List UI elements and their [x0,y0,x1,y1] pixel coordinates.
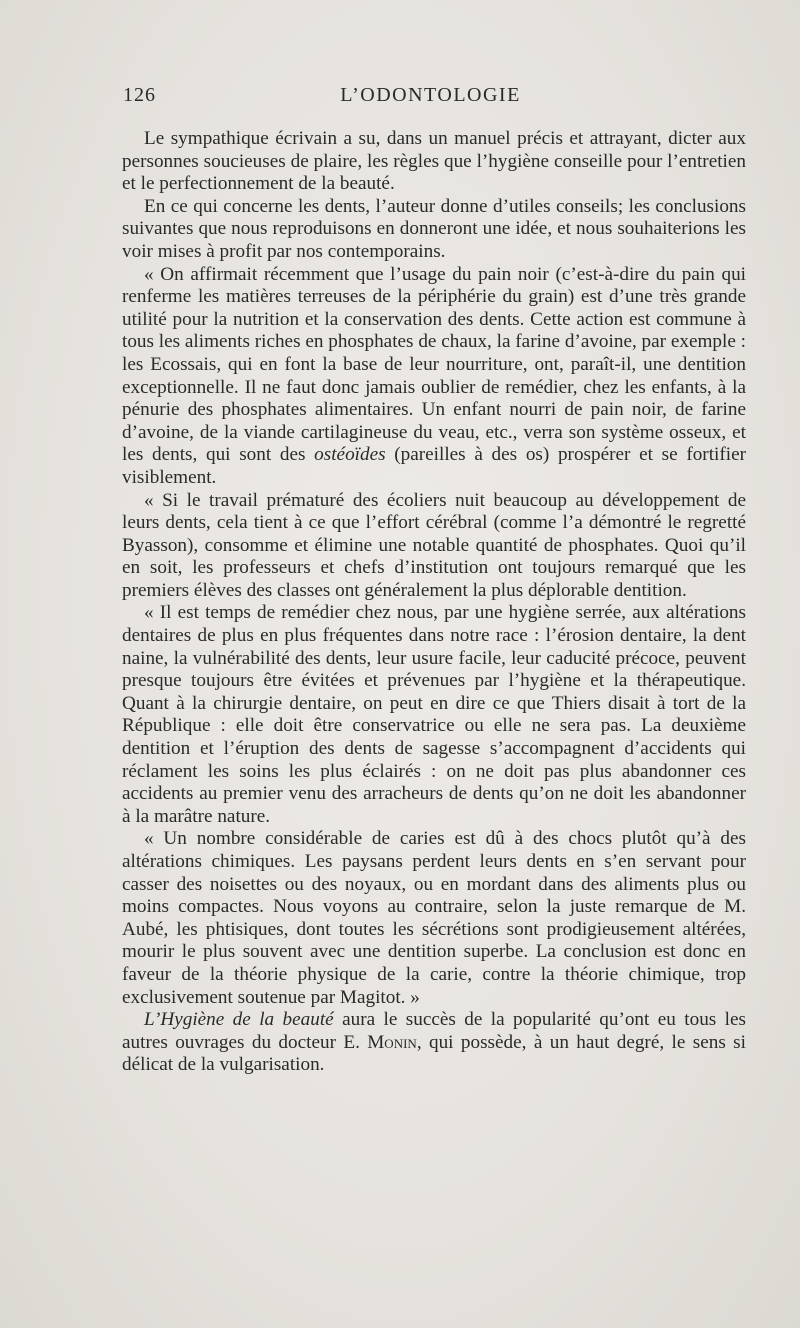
paragraph-3-text-end: (pareilles à des os) prospérer et se fortifier visiblement. [122,444,746,488]
author-name: Monin [367,1031,417,1053]
paragraph-2: En ce qui concerne les dents, l’auteur donne d’utiles conseils; les conclusions suivantes que nous reproduisons en donneront une idée, et nous souhaiterions les voir mises à profit par nos contemporains. [122,195,746,262]
paragraph-4: « Si le travail prématuré des écoliers nuit beaucoup au développement de leurs dents, cela tient à ce que l’effort cérébral (comme l’a démontré le regretté Byasson), consomme et élimine une notable quantité de phosphates. Quoi qu’il en soit, les professeurs et chefs d’institution ont toujours remarqué que les premiers élèves des classes ont généralement la plus déplorable dentition. [122,489,746,601]
paragraph-3 [122,264,746,490]
paragraph-5: « Il est temps de remédier chez nous, par une hygiène serrée, aux altérations dentaires de plus en plus fréquentes dans notre race : l’érosion dentaire, la dent naine, la vulnérabilité des dents, leur usure facile, leur caducité précoce, peuvent presque toujours être évitées et prévenues par l’hygiène et la thérapeutique. Quant à la chirurgie dentaire, on peut en dire ce que Thiers disait à tort de la République : elle doit être conservatrice ou elle ne sera pas. La deuxième dentition et l’éruption des dents de sagesse s’accompagnent d’accidents qui réclament les soins les plus éclairés : on ne doit pas plus abandonner ces accidents au premier venu des arracheurs de dents qu’on ne doit les abandonner à la marâtre nature. [122,602,746,827]
paragraph-7-text: aura le succès de la popularité qu’ont eu tous les autres ouvrages du docteur E. [122,1009,746,1053]
article-body [122,128,746,1077]
paragraph-1: Le sympathique écrivain a su, dans un manuel précis et attrayant, dicter aux personnes soucieuses de plaire, les règles que l’hygiène conseille pour l’entretien et le perfectionnement de la beauté. [122,128,746,195]
running-title: L’ODONTOLOGIE [340,84,521,106]
italic-term: ostéoïdes [314,444,386,466]
page-number: 126 [123,84,156,106]
paragraph-7 [122,1009,746,1077]
paragraph-3-text: « On affirmait récemment que l’usage du pain noir (c’est-à-dire du pain qui renferme les matières terreuses de la périphérie du grain) est d’une très grande utilité pour la nutrition et la conservation des dents. Cette action est commune à tous les aliments riches en phosphates de chaux, la farine d’avoine, par exemple : les Ecossais, qui en font la base de leur nourriture, ont, paraît-il, une dentition exceptionnelle. Il ne faut donc jamais oublier de remédier, chez les enfants, à la pénurie des phosphates alimentaires. Un enfant nourri de pain noir, de farine d’avoine, de la viande cartilagineuse du veau, etc., verra son système osseux, et les dents, qui sont des [122,263,746,466]
paragraph-7-text-end: , qui possède, à un haut degré, le sens si délicat de la vulgarisation. [122,1031,746,1076]
book-title: L’Hygiène de la beauté [144,1009,334,1031]
page-header [123,84,738,114]
paragraph-6: « Un nombre considérable de caries est dû à des chocs plutôt qu’à des altérations chimiques. Les paysans perdent leurs dents en s’en servant pour casser des noisettes ou des noyaux, ou en mordant dans des aliments plus ou moins compactes. Nous voyons au contraire, selon la juste remarque de M. Aubé, les phtisiques, dont toutes les sécrétions sont prodigieusement altérées, mourir le plus souvent avec une dentition superbe. La conclusion est donc en faveur de la théorie physique de la carie, contre la théorie chimique, trop exclusivement soutenue par Magitot. » [122,828,746,1008]
